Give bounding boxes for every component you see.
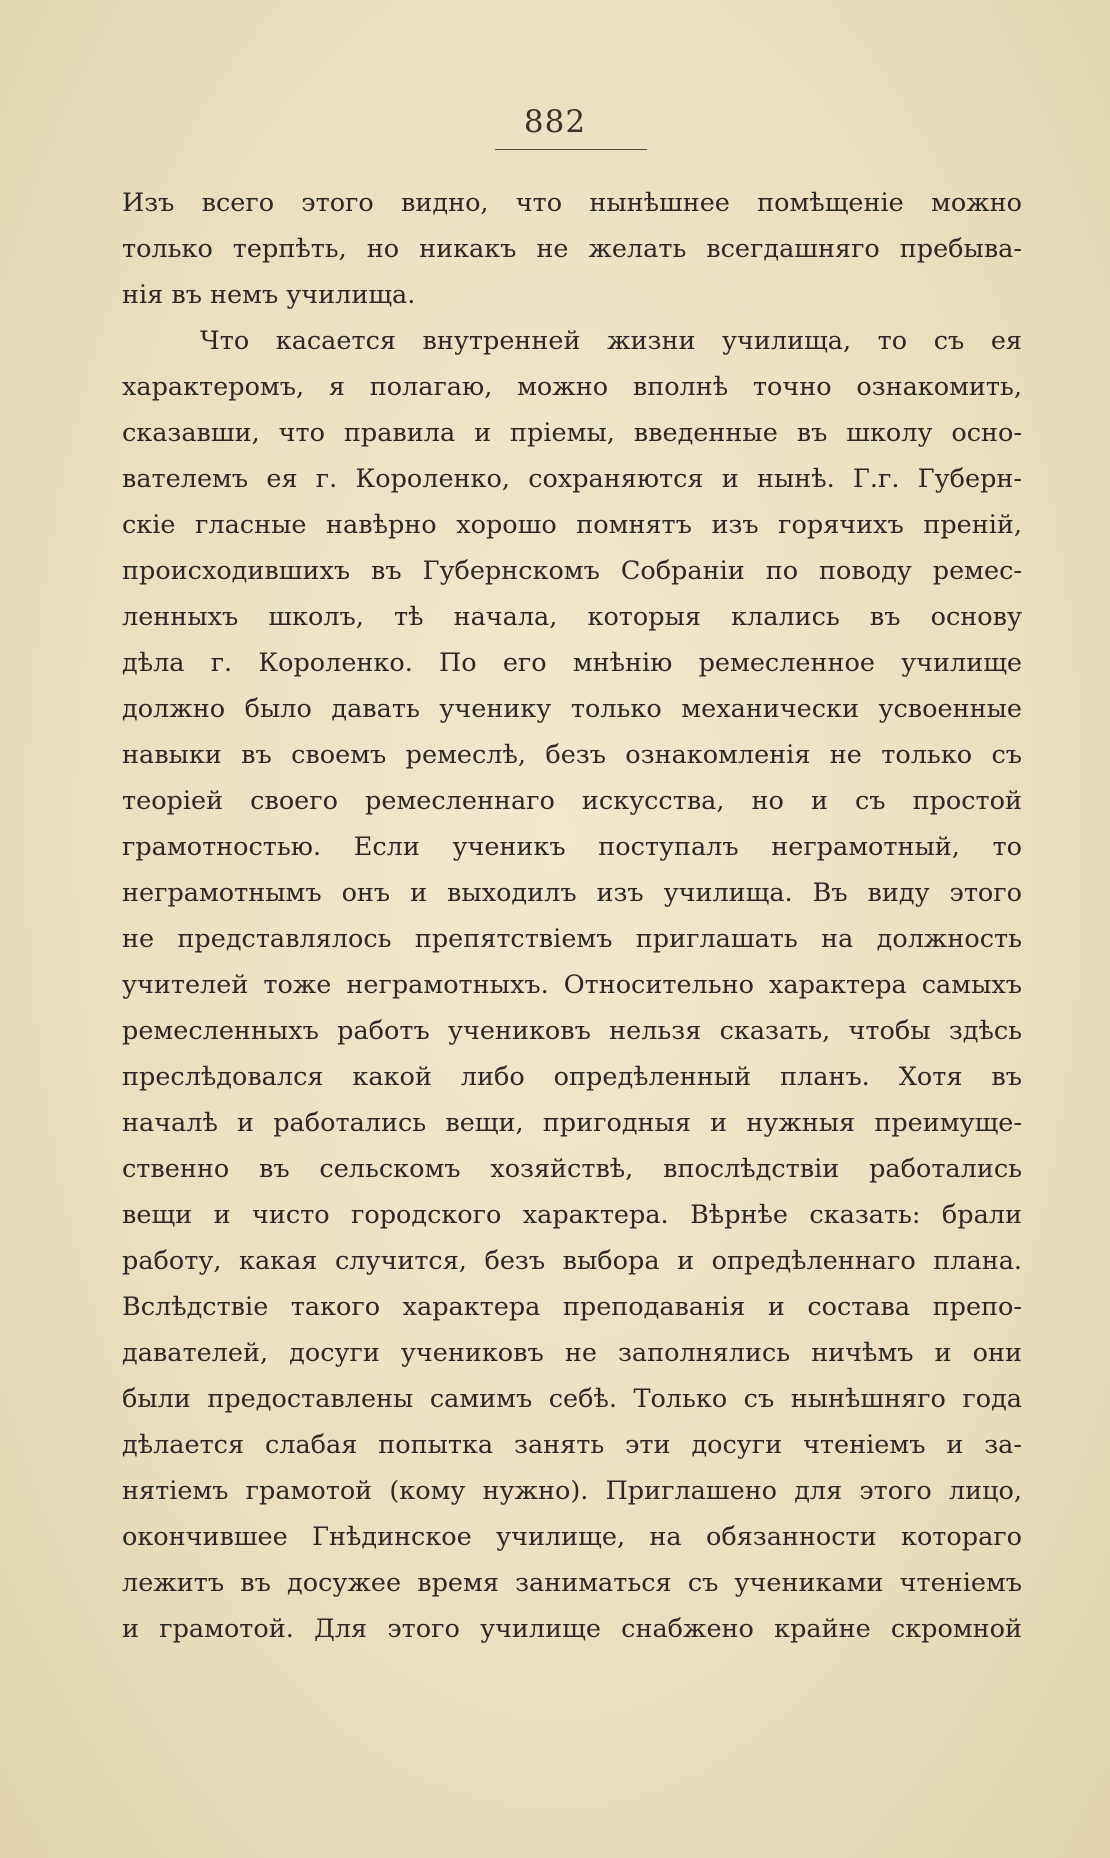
page-number: 882 (523, 104, 587, 140)
text-line: началѣ и работались вещи, пригодныя и нужныя преимуще- (122, 1108, 1022, 1138)
text-line: нятіемъ грамотой (кому нужно). Приглашено для этого лицо, (122, 1476, 1022, 1506)
text-line: ственно въ сельскомъ хозяйствѣ, впослѣдствіи работались (122, 1154, 1022, 1184)
page-number-rule (495, 149, 647, 150)
text-line: Изъ всего этого видно, что нынѣшнее помѣщеніе можно (122, 188, 1022, 218)
text-line: грамотностью. Если ученикъ поступалъ неграмотный, то (122, 832, 1022, 862)
text-line: ленныхъ школъ, тѣ начала, которыя клались въ основу (122, 602, 1022, 632)
body-text (122, 180, 1022, 1652)
text-line: навыки въ своемъ ремеслѣ, безъ ознакомленія не только съ (122, 740, 1022, 770)
text-line: и грамотой. Для этого училище снабжено крайне скромной (122, 1614, 1022, 1644)
text-line: только терпѣть, но никакъ не желать всегдашняго пребыва- (122, 234, 1022, 264)
text-line: теоріей своего ремесленнаго искусства, но и съ простой (122, 786, 1022, 816)
text-line: происходившихъ въ Губернскомъ Собраніи по поводу ремес- (122, 556, 1022, 586)
text-line: давателей, досуги учениковъ не заполнялись ничѣмъ и они (122, 1338, 1022, 1368)
text-line: ремесленныхъ работъ учениковъ нельзя сказать, чтобы здѣсь (122, 1016, 1022, 1046)
text-line: Что касается внутренней жизни училища, то съ ея (200, 326, 1022, 356)
text-line: Вслѣдствіе такого характера преподаванія и состава препо- (122, 1292, 1022, 1322)
text-line: лежитъ въ досужее время заниматься съ учениками чтеніемъ (122, 1568, 1022, 1598)
text-line: окончившее Гнѣдинское училище, на обязанности котораго (122, 1522, 1022, 1552)
text-line: вещи и чисто городского характера. Вѣрнѣе сказать: брали (122, 1200, 1022, 1230)
text-line: характеромъ, я полагаю, можно вполнѣ точно ознакомить, (122, 372, 1022, 402)
text-line: работу, какая случится, безъ выбора и опредѣленнаго плана. (122, 1246, 1022, 1276)
text-line: скіе гласные навѣрно хорошо помнятъ изъ горячихъ преній, (122, 510, 1022, 540)
text-line: не представлялось препятствіемъ приглашать на должность (122, 924, 1022, 954)
text-line: преслѣдовался какой либо опредѣленный планъ. Хотя въ (122, 1062, 1022, 1092)
text-line: дѣла г. Короленко. По его мнѣнію ремесленное училище (122, 648, 1022, 678)
text-line: вателемъ ея г. Короленко, сохраняются и нынѣ. Г.г. Губерн- (122, 464, 1022, 494)
text-line: неграмотнымъ онъ и выходилъ изъ училища. Въ виду этого (122, 878, 1022, 908)
text-line: дѣлается слабая попытка занять эти досуги чтеніемъ и за- (122, 1430, 1022, 1460)
text-line: сказавши, что правила и пріемы, введенные въ школу осно- (122, 418, 1022, 448)
text-line: учителей тоже неграмотныхъ. Относительно характера самыхъ (122, 970, 1022, 1000)
text-line: нія въ немъ училища. (122, 280, 416, 310)
text-line: должно было давать ученику только механически усвоенные (122, 694, 1022, 724)
text-line: были предоставлены самимъ себѣ. Только съ нынѣшняго года (122, 1384, 1022, 1414)
